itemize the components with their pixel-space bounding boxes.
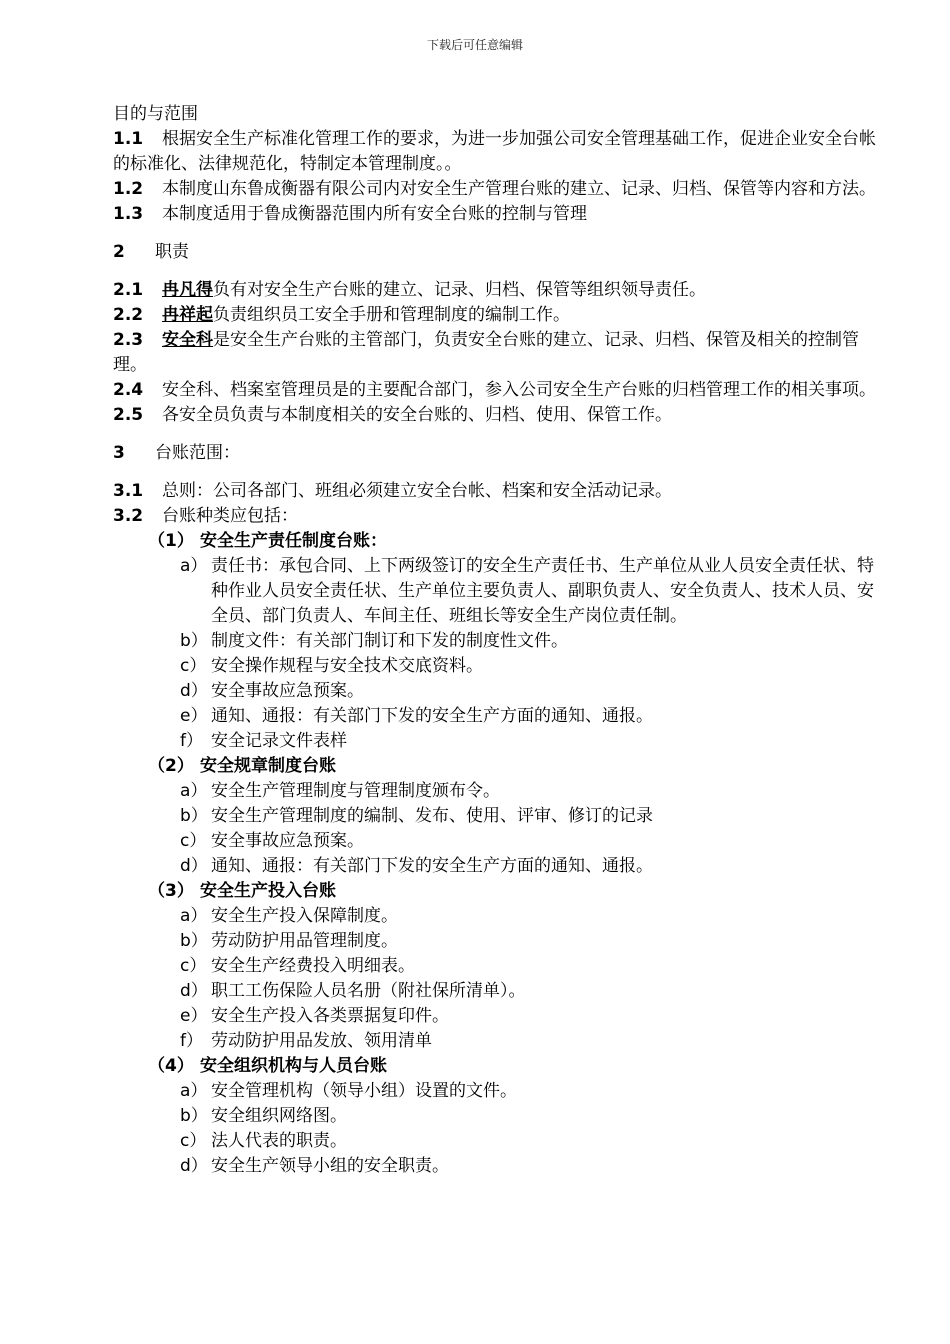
category-4-heading: [113, 1054, 883, 1079]
clause-text: 是安全生产台账的主管部门，负责安全台账的建立、记录、归档、保管及相关的控制管理。: [113, 330, 859, 375]
clause-2-2: [113, 303, 883, 328]
item-text: 安全事故应急预案。: [211, 681, 364, 701]
page-header: 下载后可任意编辑: [426, 38, 523, 52]
list-item: [113, 954, 883, 979]
document-body: [113, 102, 883, 1179]
item-text: 法人代表的职责。: [211, 1131, 347, 1151]
category-2-heading: [113, 754, 883, 779]
clause-number: 1.2: [113, 179, 144, 199]
list-item: [113, 854, 883, 879]
list-item: [113, 704, 883, 729]
section-2-heading: [113, 240, 883, 265]
clause-2-5: [113, 403, 883, 428]
item-text: 制度文件：有关部门制订和下发的制度性文件。: [211, 631, 568, 651]
item-text: 安全生产投入各类票据复印件。: [211, 1006, 449, 1026]
responsible-dept: 安全科: [162, 330, 213, 350]
item-letter: e）: [180, 706, 208, 726]
section-number: 2: [113, 242, 125, 262]
category-number: （2）: [148, 756, 194, 776]
list-item: [113, 1129, 883, 1154]
item-letter: f）: [180, 1031, 203, 1051]
item-text: 安全组织网络图。: [211, 1106, 347, 1126]
list-item: [113, 929, 883, 954]
clause-number: 2.4: [113, 380, 144, 400]
clause-1-3: [113, 202, 883, 227]
list-item: [113, 629, 883, 654]
item-text: 通知、通报：有关部门下发的安全生产方面的通知、通报。: [211, 856, 653, 876]
clause-number: 2.5: [113, 405, 144, 425]
list-item: [113, 1029, 883, 1054]
section-title: 职责: [155, 242, 189, 262]
clause-3-2: [113, 504, 883, 529]
list-item: [113, 829, 883, 854]
item-letter: c）: [180, 956, 207, 976]
item-letter: b）: [180, 931, 208, 951]
clause-1-1: [113, 127, 883, 177]
section-1-title: 目的与范围: [113, 104, 198, 124]
item-text: 劳动防护用品管理制度。: [211, 931, 398, 951]
item-letter: c）: [180, 831, 207, 851]
item-letter: d）: [180, 856, 208, 876]
item-text: 安全操作规程与安全技术交底资料。: [211, 656, 483, 676]
clause-2-3: [113, 328, 883, 378]
item-letter: b）: [180, 806, 208, 826]
list-item: [113, 1154, 883, 1179]
clause-number: 2.2: [113, 305, 144, 325]
category-1-heading: [113, 529, 883, 554]
responsible-person: 冉祥起: [162, 305, 213, 325]
category-title: 安全规章制度台账: [200, 756, 336, 776]
clause-number: 2.3: [113, 330, 144, 350]
item-letter: a）: [180, 556, 208, 576]
list-item: [113, 804, 883, 829]
category-3-heading: [113, 879, 883, 904]
item-text: 责任书：承包合同、上下两级签订的安全生产责任书、生产单位从业人员安全责任状、特种作业人员安全责任状、生产单位主要负责人、副职负责人、安全负责人、技术人员、安全员、部门负责人、车间主任、班组长等安全生产岗位责任制。: [211, 556, 874, 626]
item-letter: d）: [180, 1156, 208, 1176]
item-letter: a）: [180, 906, 208, 926]
clause-text: 负有对安全生产台账的建立、记录、归档、保管等组织领导责任。: [213, 280, 706, 300]
clause-2-4: [113, 378, 883, 403]
category-title: 安全组织机构与人员台账: [200, 1056, 387, 1076]
item-text: 安全生产投入保障制度。: [211, 906, 398, 926]
clause-2-1: [113, 278, 883, 303]
clause-number: 3.1: [113, 481, 144, 501]
item-text: 职工工伤保险人员名册（附社保所清单）。: [211, 981, 526, 1001]
item-text: 通知、通报：有关部门下发的安全生产方面的通知、通报。: [211, 706, 653, 726]
item-letter: c）: [180, 1131, 207, 1151]
list-item: [113, 1079, 883, 1104]
item-letter: c）: [180, 656, 207, 676]
clause-number: 1.1: [113, 129, 144, 149]
clause-text: 安全科、档案室管理员是的主要配合部门，参入公司安全生产台账的归档管理工作的相关事项。: [162, 380, 876, 400]
list-item: [113, 979, 883, 1004]
list-item: [113, 1004, 883, 1029]
list-item: [113, 779, 883, 804]
item-text: 安全生产管理制度与管理制度颁布令。: [211, 781, 500, 801]
item-text: 劳动防护用品发放、领用清单: [211, 1031, 432, 1051]
list-item: [113, 729, 883, 754]
clause-number: 3.2: [113, 506, 144, 526]
clause-number: 1.3: [113, 204, 144, 224]
list-item: [113, 1104, 883, 1129]
clause-text: 负责组织员工安全手册和管理制度的编制工作。: [213, 305, 570, 325]
category-number: （1）: [148, 531, 194, 551]
item-text: 安全生产经费投入明细表。: [211, 956, 415, 976]
list-item: [113, 554, 883, 629]
item-letter: b）: [180, 1106, 208, 1126]
item-letter: f）: [180, 731, 203, 751]
item-text: 安全记录文件表样: [211, 731, 347, 751]
category-title: 安全生产投入台账: [200, 881, 336, 901]
clause-text: 本制度适用于鲁成衡器范围内所有安全台账的控制与管理: [162, 204, 587, 224]
section-3-heading: [113, 441, 883, 466]
item-text: 安全生产领导小组的安全职责。: [211, 1156, 449, 1176]
clause-text: 总则：公司各部门、班组必须建立安全台帐、档案和安全活动记录。: [162, 481, 672, 501]
clause-1-2: [113, 177, 883, 202]
item-letter: e）: [180, 1006, 208, 1026]
item-text: 安全事故应急预案。: [211, 831, 364, 851]
item-text: 安全管理机构（领导小组）设置的文件。: [211, 1081, 517, 1101]
category-title: 安全生产责任制度台账：: [200, 531, 387, 551]
item-letter: d）: [180, 681, 208, 701]
item-letter: d）: [180, 981, 208, 1001]
section-number: 3: [113, 443, 125, 463]
category-number: （3）: [148, 881, 194, 901]
clause-number: 2.1: [113, 280, 144, 300]
item-letter: a）: [180, 1081, 208, 1101]
list-item: [113, 904, 883, 929]
item-letter: a）: [180, 781, 208, 801]
list-item: [113, 654, 883, 679]
clause-3-1: [113, 479, 883, 504]
category-number: （4）: [148, 1056, 194, 1076]
clause-text: 台账种类应包括：: [162, 506, 298, 526]
clause-text: 各安全员负责与本制度相关的安全台账的、归档、使用、保管工作。: [162, 405, 672, 425]
clause-text: 本制度山东鲁成衡器有限公司内对安全生产管理台账的建立、记录、归档、保管等内容和方法。: [162, 179, 876, 199]
item-letter: b）: [180, 631, 208, 651]
section-title: 台账范围：: [155, 443, 240, 463]
list-item: [113, 679, 883, 704]
item-text: 安全生产管理制度的编制、发布、使用、评审、修订的记录: [211, 806, 653, 826]
responsible-person: 冉凡得: [162, 280, 213, 300]
clause-text: 根据安全生产标准化管理工作的要求，为进一步加强公司安全管理基础工作，促进企业安全台帐的标准化、法律规范化，特制定本管理制度。。: [113, 129, 876, 174]
